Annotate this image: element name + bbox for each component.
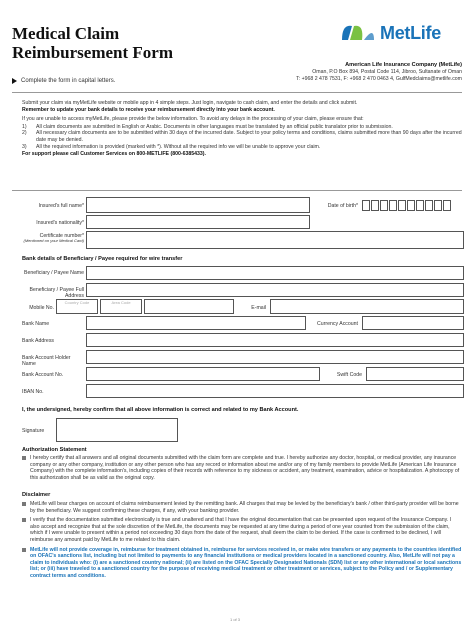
- mobile-label: Mobile No.: [29, 305, 54, 311]
- authorization-text: I hereby certify that all answers and all original documents submitted with the claim form are complete and true. I hereby authorize any doctor, hospital, or medical provider, any insurance company or any other company, institution or any other person who has any record or information about me and/or any of my family members to provide MetLife (American Life Insurance Company) with the complete information's, including copies of their records with reference to my sickness or accident, any treatment, examination, advice or hospitalization. A photocopy of this authorization shall be as valid as the original copy.: [30, 455, 460, 481]
- iban-field[interactable]: [86, 384, 464, 398]
- dob-digit-box[interactable]: [407, 200, 415, 211]
- dob-digit-box[interactable]: [389, 200, 397, 211]
- dob-digit-box[interactable]: [398, 200, 406, 211]
- disclaimer-text: MetLife will bear charges on account of claims reimbursement levied by the remitting bank. All charges that may be levied by the beneficiary's bank / other third-party provider will be borne by the beneficiary. We suggest confirming these charges, if any, with your banking provider.: [30, 501, 459, 514]
- disclaimer-text: I verify that the documentation submitted electronically is true and unaltered and that I have the original documentation that can be presented upon request of the Insurance Company. I also accept and recognize that at the sole discretion of the MetLife, the documents may be requested at any time during a period of one year counted from the submission of the claim, which if I were unable to present within a period not exceeding 30 days from the date of the request, shall deem the claim to be denied. If the case is confirmed to be declined, I will reimburse any amount paid by MetLife to me related to this claim.: [30, 517, 452, 543]
- beneficiary-name-label: Beneficiary / Payee Name: [24, 270, 84, 276]
- disclaimer-item-sanctions: [22, 547, 462, 580]
- dob-digit-box[interactable]: [443, 200, 451, 211]
- swift-label: Swift Code: [336, 372, 362, 378]
- logo-text: MetLife: [380, 22, 441, 43]
- checkbox-icon: [22, 502, 26, 506]
- certificate-note: (Mentioned on your Medical Card): [23, 238, 84, 243]
- dob-digit-box[interactable]: [416, 200, 424, 211]
- checkbox-icon: [22, 456, 26, 460]
- intro-line-3: If you are unable to access myMetLife, please provide the below information. To avoid any delays in the processing of your claim, please ensure that:: [22, 116, 364, 123]
- nationality-field[interactable]: [86, 215, 310, 229]
- swift-field[interactable]: [366, 367, 464, 381]
- authorization-block: [22, 455, 462, 481]
- triangle-icon: [12, 78, 17, 84]
- dob-digit-box[interactable]: [362, 200, 370, 211]
- dob-digit-box[interactable]: [434, 200, 442, 211]
- authorization-item: [22, 455, 462, 481]
- disclaimer-block: [22, 501, 462, 580]
- currency-field[interactable]: [362, 316, 464, 330]
- title-line-2: Reimbursement Form: [12, 43, 173, 62]
- list-item: 2) All necessary claim documents are to be submitted within 30 days of the incurred date. Subject to your policy terms and conditions, claims submitted more than 90 days after the incurred date may be denied.: [22, 130, 462, 143]
- bank-confirmation: I, the undersigned, hereby confirm that all above information is correct and related to my Bank Account.: [22, 407, 299, 413]
- checkbox-icon: [22, 548, 26, 552]
- company-contact: T: +968 2 478 7531, F: +968 2 470 0463 4, GulfMedclaims@metlife.com: [296, 76, 462, 82]
- iban-label: IBAN No.: [22, 389, 44, 395]
- certificate-field[interactable]: [86, 231, 464, 249]
- divider: [12, 190, 462, 191]
- page-number: 1 of 3: [230, 617, 241, 622]
- company-name: American Life Insurance Company (MetLife): [345, 62, 462, 68]
- dob-digit-box[interactable]: [425, 200, 433, 211]
- bank-address-field[interactable]: [86, 333, 464, 347]
- disclaimer-item: [22, 517, 462, 543]
- beneficiary-address-label: Beneficiary / Payee Full Address: [29, 287, 84, 299]
- dob-label: Date of birth*: [327, 203, 358, 209]
- checkbox-icon: [22, 518, 26, 522]
- dob-digit-box[interactable]: [371, 200, 379, 211]
- logo-mark-icon: [340, 22, 376, 44]
- certificate-label: Certificate number* (Mentioned on your Medical Card): [23, 233, 84, 243]
- beneficiary-name-field[interactable]: [86, 266, 464, 280]
- instruction-text: Complete the form in capital letters.: [21, 78, 116, 84]
- list-item: 3) All the required information is provided (marked with *). Without all the required info we will be unable to approve your claim.: [22, 143, 321, 150]
- instruction: [12, 78, 115, 84]
- dob-digit-box[interactable]: [380, 200, 388, 211]
- email-field[interactable]: [270, 299, 464, 314]
- metlife-logo: [340, 22, 441, 44]
- bank-address-label: Bank Address: [22, 338, 55, 344]
- area-code-field[interactable]: Area Code: [100, 299, 142, 314]
- title-line-1: Medical Claim: [12, 24, 120, 43]
- country-code-field[interactable]: Country Code: [56, 299, 98, 314]
- full-name-field[interactable]: [86, 197, 310, 213]
- support-line: For support please call Customer Services on 800-METLIFE (800-6385433).: [22, 151, 206, 158]
- company-address: Oman, P.O Box 894, Postal Code 114, Jibroo, Sultanate of Oman: [312, 69, 462, 75]
- intro-line-1: Submit your claim via myMetLife website or mobile app in 4 simple steps. Just login, navigate to cash claim, and enter the details and click submit.: [22, 100, 358, 106]
- disclaimer-heading: Disclaimer: [22, 492, 51, 498]
- bank-name-field[interactable]: [86, 316, 306, 330]
- bank-name-label: Bank Name: [22, 321, 50, 327]
- dob-field[interactable]: [362, 198, 452, 216]
- beneficiary-address-field[interactable]: [86, 283, 464, 297]
- intro-line-2: Remember to update your bank details to receive your reimbursement directly into your bank account.: [22, 106, 275, 113]
- account-no-label: Bank Account No.: [22, 372, 64, 378]
- mobile-number-field[interactable]: [144, 299, 234, 314]
- bank-heading: Bank details of Beneficiary / Payee required for wire transfer: [22, 256, 183, 262]
- email-label: E-mail: [251, 305, 266, 311]
- list-item: 1) All claim documents are submitted in English or Arabic. Documents in other languages must be translated by an official public translator prior to submission.: [22, 123, 393, 130]
- holder-field[interactable]: [86, 350, 464, 364]
- disclaimer-item: [22, 501, 462, 514]
- signature-field[interactable]: [56, 418, 178, 442]
- form-title: [12, 24, 173, 62]
- signature-label: Signature: [22, 428, 45, 434]
- currency-label: Currency Account: [317, 321, 358, 327]
- intro-block: [22, 100, 462, 158]
- nationality-label: Insured's nationality*: [36, 220, 84, 226]
- full-name-label: Insured's full name*: [38, 203, 84, 209]
- header-divider: [12, 92, 462, 93]
- company-info: [296, 62, 462, 83]
- disclaimer-text: MetLife will not provide coverage in, reimburse for treatment obtained in, reimburse for services received in, or make wire transfers or any payments to the countries identified on OFAC's sanctions list, including but not limited to payments to any financial institutions or medical providers located in a sanctioned country. Also, MetLife will not pay a claim to individuals who: (i) are a sanctioned country national; (ii) are listed on the OFAC Specially Designated Nationals (SDN) list or any other international or local sanctions list; or (iii) have traveled to a sanctioned country for the purpose of receiving medical treatment or other treatment or services, subject to the Policy and / or Supplementary contract terms and conditions.: [30, 546, 462, 579]
- account-no-field[interactable]: [86, 367, 320, 381]
- authorization-heading: Authorization Statement: [22, 447, 87, 453]
- holder-label: Bank Account Holder Name: [22, 355, 71, 367]
